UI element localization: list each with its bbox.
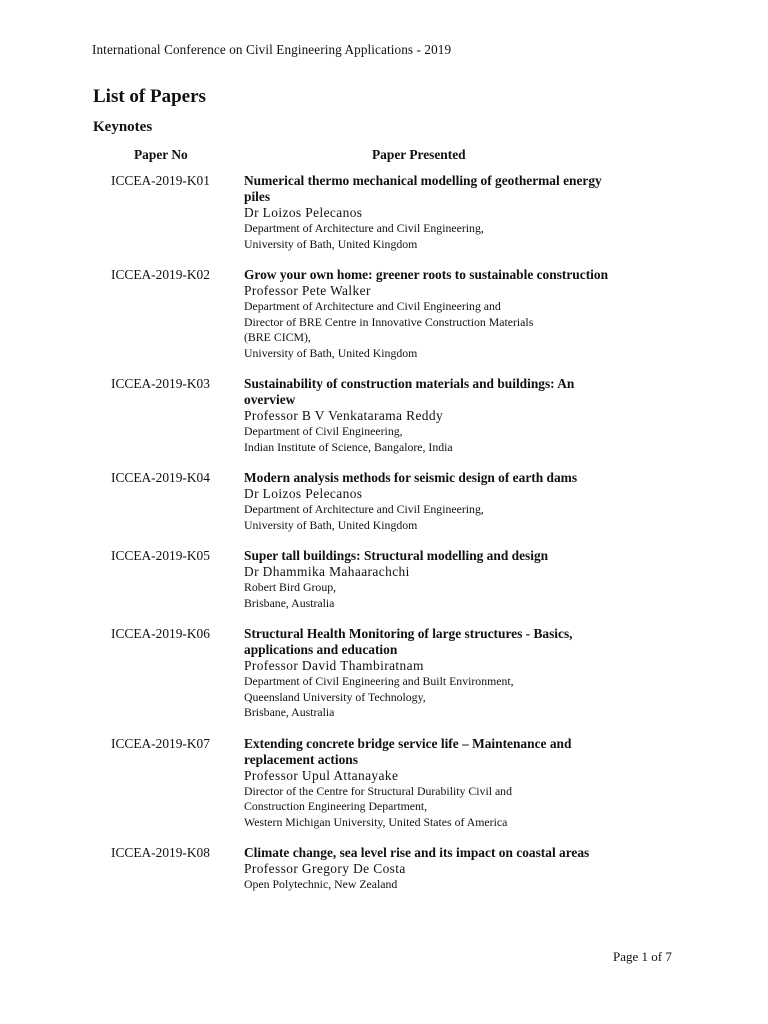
paper-title: Climate change, sea level rise and its impact on coastal areas: [244, 845, 590, 860]
page-number: Page 1 of 7: [613, 949, 672, 964]
paper-details: [244, 173, 614, 252]
author-affiliation-line: Department of Architecture and Civil Engineering,: [244, 221, 484, 235]
author-affiliation-line: Department of Architecture and Civil Engineering,: [244, 502, 484, 516]
paper-row: [0, 626, 768, 721]
paper-title: Grow your own home: greener roots to sustainable construction: [244, 267, 609, 282]
paper-details: [244, 548, 614, 611]
paper-author: Professor B V Venkatarama Reddy: [244, 408, 444, 423]
paper-details: [244, 626, 614, 721]
author-affiliation-line: University of Bath, United Kingdom: [244, 517, 418, 532]
paper-details: [244, 267, 614, 361]
author-affiliation-line: Queensland University of Technology,: [244, 689, 426, 704]
author-affiliation-line: University of Bath, United Kingdom: [244, 236, 418, 251]
papers-list: [0, 173, 768, 908]
paper-title: Structural Health Monitoring of large structures - Basics, applications and education: [244, 626, 573, 657]
page-title: List of Papers: [93, 86, 206, 107]
author-affiliation-line: Brisbane, Australia: [244, 705, 335, 719]
author-affiliation-line: University of Bath, United Kingdom: [244, 345, 418, 360]
section-heading: Keynotes: [93, 119, 153, 135]
paper-title: Super tall buildings: Structural modelling and design: [244, 548, 549, 563]
paper-author: Dr Loizos Pelecanos: [244, 205, 363, 220]
paper-author: Professor Gregory De Costa: [244, 861, 406, 876]
running-header: International Conference on Civil Engineering Applications - 2019: [92, 42, 452, 57]
paper-row: [0, 845, 768, 893]
author-affiliation-line: Department of Architecture and Civil Engineering and: [244, 299, 501, 313]
paper-details: [244, 845, 614, 893]
author-affiliation-line: Open Polytechnic, New Zealand: [244, 877, 398, 891]
author-affiliation-line: Indian Institute of Science, Bangalore, India: [244, 439, 453, 454]
paper-number: ICCEA-2019-K03: [111, 376, 210, 391]
paper-number: ICCEA-2019-K05: [111, 548, 210, 563]
paper-row: [0, 173, 768, 252]
paper-title: Modern analysis methods for seismic design of earth dams: [244, 470, 578, 485]
paper-number: ICCEA-2019-K06: [111, 626, 210, 641]
paper-row: [0, 376, 768, 455]
paper-details: [244, 376, 614, 455]
paper-author: Dr Dhammika Mahaarachchi: [244, 564, 410, 579]
paper-author: Dr Loizos Pelecanos: [244, 486, 363, 501]
paper-title: Sustainability of construction materials and buildings: An overview: [244, 376, 575, 407]
paper-number: ICCEA-2019-K04: [111, 470, 210, 485]
paper-author: Professor Pete Walker: [244, 283, 371, 298]
author-affiliation-line: Construction Engineering Department,: [244, 799, 428, 813]
paper-number: ICCEA-2019-K07: [111, 735, 210, 751]
paper-number: ICCEA-2019-K08: [111, 845, 210, 860]
column-header-paper-no: Paper No: [134, 147, 188, 162]
author-affiliation-line: Department of Civil Engineering and Built Environment,: [244, 674, 514, 688]
paper-row: [0, 548, 768, 611]
author-affiliation-line: Director of BRE Centre in Innovative Construction Materials: [244, 314, 534, 329]
paper-row: [0, 736, 768, 831]
column-header-paper-presented: Paper Presented: [372, 147, 466, 162]
author-affiliation-line: Western Michigan University, United States of America: [244, 814, 508, 829]
paper-number: ICCEA-2019-K02: [111, 267, 210, 282]
paper-details: [244, 470, 614, 533]
author-affiliation-line: Robert Bird Group,: [244, 580, 337, 594]
author-affiliation-line: Director of the Centre for Structural Durability Civil and: [244, 783, 512, 798]
paper-author: Professor David Thambiratnam: [244, 658, 424, 673]
paper-row: [0, 470, 768, 533]
paper-title: Numerical thermo mechanical modelling of geothermal energy piles: [244, 173, 602, 204]
paper-number: ICCEA-2019-K01: [111, 173, 210, 188]
author-affiliation-line: (BRE CICM),: [244, 330, 311, 344]
paper-title: Extending concrete bridge service life – Maintenance and replacement actions: [244, 735, 572, 767]
author-affiliation-line: Department of Civil Engineering,: [244, 424, 403, 438]
paper-author: Professor Upul Attanayake: [244, 767, 399, 783]
paper-details: [244, 736, 614, 831]
author-affiliation-line: Brisbane, Australia: [244, 595, 335, 610]
paper-row: [0, 267, 768, 361]
